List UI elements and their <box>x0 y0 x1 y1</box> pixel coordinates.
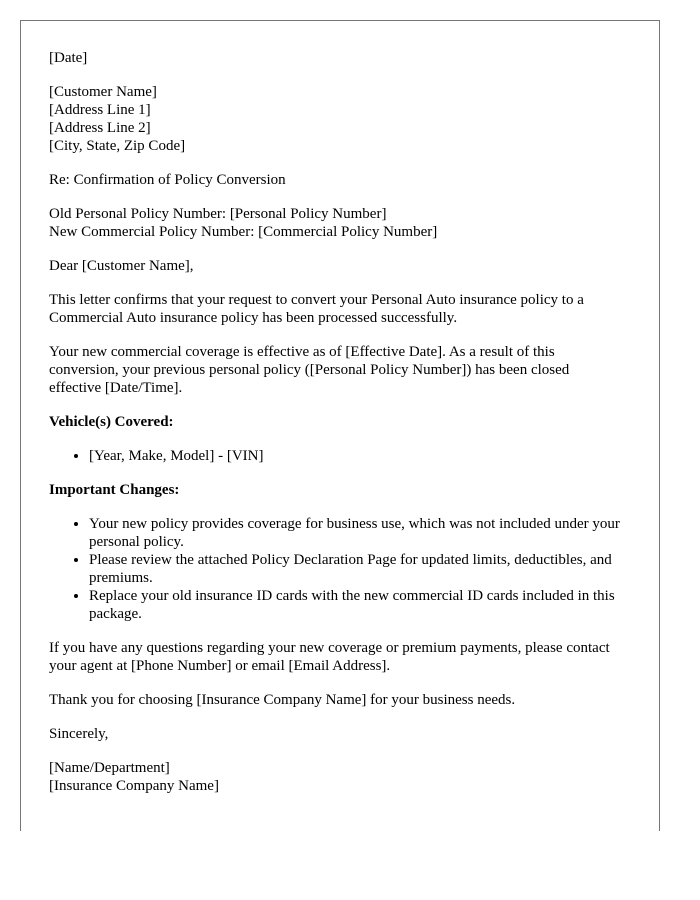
city-state-zip: [City, State, Zip Code] <box>49 138 186 154</box>
list-item: • Replace your old insurance ID cards with the new commercial ID cards included in this package. <box>89 587 625 623</box>
changes-heading: Important Changes: <box>49 482 180 498</box>
signature-block <box>49 759 659 795</box>
effective-date-paragraph: Your new commercial coverage is effective as of [Effective Date]. As a result of this conversion, your previous personal policy ([Personal Policy Number]) has been closed effective [Date/Time]. <box>49 344 570 396</box>
list-item: • Please review the attached Policy Declaration Page for updated limits, deductibles, and premiums. <box>89 551 625 587</box>
address-line-2: [Address Line 2] <box>49 120 151 136</box>
new-policy-number: New Commercial Policy Number: [Commercial Policy Number] <box>49 224 438 240</box>
contact-paragraph: If you have any questions regarding your new coverage or premium payments, please contact your agent at [Phone Number] or email [Email Address]. <box>49 640 610 674</box>
policy-numbers <box>49 205 659 241</box>
confirmation-paragraph: This letter confirms that your request to convert your Personal Auto insurance policy to a Commercial Auto insurance policy has been processed successfully. <box>49 292 584 326</box>
salutation: Dear [Customer Name], <box>49 258 194 274</box>
closing: Sincerely, <box>49 726 109 742</box>
vehicles-list <box>49 447 625 465</box>
thanks-paragraph: Thank you for choosing [Insurance Company Name] for your business needs. <box>49 692 516 708</box>
subject-line: Re: Confirmation of Policy Conversion <box>49 172 286 188</box>
signature-company: [Insurance Company Name] <box>49 778 219 794</box>
signature-name: [Name/Department] <box>49 760 170 776</box>
recipient-address <box>49 83 659 155</box>
letter-date: [Date] <box>49 50 88 66</box>
list-item: • Your new policy provides coverage for business use, which was not included under your personal policy. <box>89 515 625 551</box>
address-line-1: [Address Line 1] <box>49 102 151 118</box>
changes-list <box>49 515 625 623</box>
vehicles-heading: Vehicle(s) Covered: <box>49 414 174 430</box>
letter-page <box>20 20 660 831</box>
list-item: • [Year, Make, Model] - [VIN] <box>89 447 625 465</box>
old-policy-number: Old Personal Policy Number: [Personal Policy Number] <box>49 206 387 222</box>
recipient-name: [Customer Name] <box>49 84 157 100</box>
